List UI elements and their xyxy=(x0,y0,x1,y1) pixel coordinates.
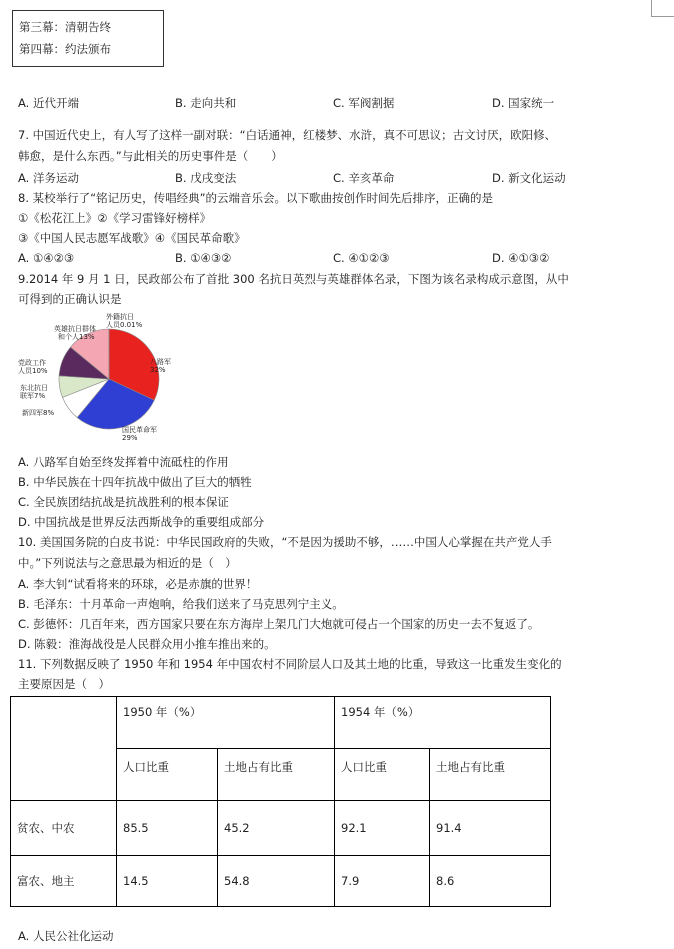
table-sub-land-1950: 土地占有比重 xyxy=(218,749,335,801)
pie-label-northeast-pct: 联军7% xyxy=(20,392,46,400)
pie-label-party: 党政工作 xyxy=(18,359,46,367)
table-cell: 91.4 xyxy=(430,801,551,856)
page-corner-mark xyxy=(651,0,674,17)
q10-stem-line2: 中。”下列说法与之意思最为相近的是（ ） xyxy=(18,556,237,570)
q6-option-b: B. 走向共和 xyxy=(175,96,237,110)
q8-option-c: C. ④①②③ xyxy=(333,251,390,265)
q6-option-c: C. 军阀割据 xyxy=(333,96,395,110)
table-row xyxy=(11,801,551,856)
pie-chart-svg xyxy=(14,313,184,441)
q8-stem-line2: ①《松花江上》②《学习雷锋好榜样》 xyxy=(18,211,212,225)
table-cell: 8.6 xyxy=(430,856,551,907)
table-cell: 14.5 xyxy=(117,856,218,907)
q11-stem-line2: 主要原因是（ ） xyxy=(18,677,110,691)
q9-option-a: A. 八路军自始至终发挥着中流砥柱的作用 xyxy=(18,455,229,469)
table-sub-land-1954: 土地占有比重 xyxy=(430,749,551,801)
table-header-row xyxy=(11,697,551,749)
q10-option-a: A. 李大钊“试看将来的环球，必是赤旗的世界！ xyxy=(18,577,258,591)
q11-option-a: A. 人民公社化运动 xyxy=(18,929,114,943)
table-row-label: 贫农、中农 xyxy=(11,801,117,856)
land-ratio-table xyxy=(10,696,551,907)
q9-option-d: D. 中国抗战是世界反法西斯战争的重要组成部分 xyxy=(18,515,265,529)
q8-stem-line1: 8. 某校举行了“铭记历史，传唱经典”的云端音乐会。以下歌曲按创作时间先后排序，正确的是 xyxy=(18,191,494,205)
pie-label-nra-pct: 29% xyxy=(122,434,138,442)
roster-pie-chart xyxy=(14,313,184,441)
q7-option-d: D. 新文化运动 xyxy=(492,171,566,185)
q10-option-c: C. 彭德怀：几百年来，西方国家只要在东方海岸上架几门大炮就可侵占一个国家的历史一去不复返了。 xyxy=(18,617,540,631)
acts-box xyxy=(12,10,164,67)
q7-option-a: A. 洋务运动 xyxy=(18,171,79,185)
q8-option-b: B. ①④③② xyxy=(175,251,232,265)
table-cell: 85.5 xyxy=(117,801,218,856)
q7-stem-line2: 韩愈，是什么东西。”与此相关的历史事件是（ ） xyxy=(18,149,283,163)
table-cell: 45.2 xyxy=(218,801,335,856)
q6-option-d: D. 国家统一 xyxy=(492,96,555,110)
q7-stem-line1: 7. 中国近代史上，有人写了这样一副对联：“白话通神，红楼梦、水浒，真不可思议；古文讨厌，欧阳修、 xyxy=(18,128,557,142)
q8-stem-line3: ③《中国人民志愿军战歌》④《国民革命歌》 xyxy=(18,231,246,245)
table-sub-pop-1950: 人口比重 xyxy=(117,749,218,801)
pie-label-northeast: 东北抗日 xyxy=(20,384,48,392)
pie-label-foreign-pct: 人员0.01% xyxy=(106,321,143,329)
act-3-text: 第三幕：清朝告终 xyxy=(19,20,111,34)
pie-label-heroes-pct: 和个人13% xyxy=(58,333,95,341)
table-row-label: 富农、地主 xyxy=(11,856,117,907)
table-cell: 54.8 xyxy=(218,856,335,907)
q8-option-d: D. ④①③② xyxy=(492,251,550,265)
table-year-1954: 1954 年（%） xyxy=(335,697,551,749)
table-cell: 7.9 xyxy=(335,856,430,907)
pie-label-balu-pct: 32% xyxy=(150,366,166,374)
q11-stem-line1: 11. 下列数据反映了 1950 年和 1954 年中国农村不同阶层人口及其土地的比重，导致这一比重发生变化的 xyxy=(18,657,562,671)
q10-stem-line1: 10. 美国国务院的白皮书说：中华民国政府的失败，“不是因为援助不够，……中国人心掌握在共产党人手 xyxy=(18,535,552,549)
pie-label-n4a: 新四军8% xyxy=(22,409,55,417)
pie-label-nra: 国民革命军 xyxy=(122,426,157,434)
q9-option-c: C. 全民族团结抗战是抗战胜利的根本保证 xyxy=(18,495,229,509)
q10-option-d: D. 陈毅：淮海战役是人民群众用小推车推出来的。 xyxy=(18,637,276,651)
table-corner-cell xyxy=(11,697,117,801)
table-sub-pop-1954: 人口比重 xyxy=(335,749,430,801)
pie-label-party-pct: 人员10% xyxy=(18,367,48,375)
q10-option-b: B. 毛泽东：十月革命一声炮响，给我们送来了马克思列宁主义。 xyxy=(18,597,344,611)
q9-stem-line1: 9.2014 年 9 月 1 日，民政部公布了首批 300 名抗日英烈与英雄群体名录，下图为该名录构成示意图，从中 xyxy=(18,272,569,286)
act-4-text: 第四幕：约法颁布 xyxy=(19,42,111,56)
table-year-1950: 1950 年（%） xyxy=(117,697,335,749)
table-cell: 92.1 xyxy=(335,801,430,856)
q9-option-b: B. 中华民族在十四年抗战中做出了巨大的牺牲 xyxy=(18,475,252,489)
pie-label-balu: 八路军 xyxy=(150,358,171,366)
q8-option-a: A. ①④②③ xyxy=(18,251,75,265)
q6-option-a: A. 近代开端 xyxy=(18,96,79,110)
q9-stem-line2: 可得到的正确认识是 xyxy=(18,292,122,306)
pie-label-heroes: 英雄抗日群体 xyxy=(54,325,96,333)
q7-option-c: C. 辛亥革命 xyxy=(333,171,395,185)
table-row xyxy=(11,856,551,907)
pie-label-foreign: 外籍抗日 xyxy=(106,313,134,321)
q7-option-b: B. 戊戌变法 xyxy=(175,171,237,185)
